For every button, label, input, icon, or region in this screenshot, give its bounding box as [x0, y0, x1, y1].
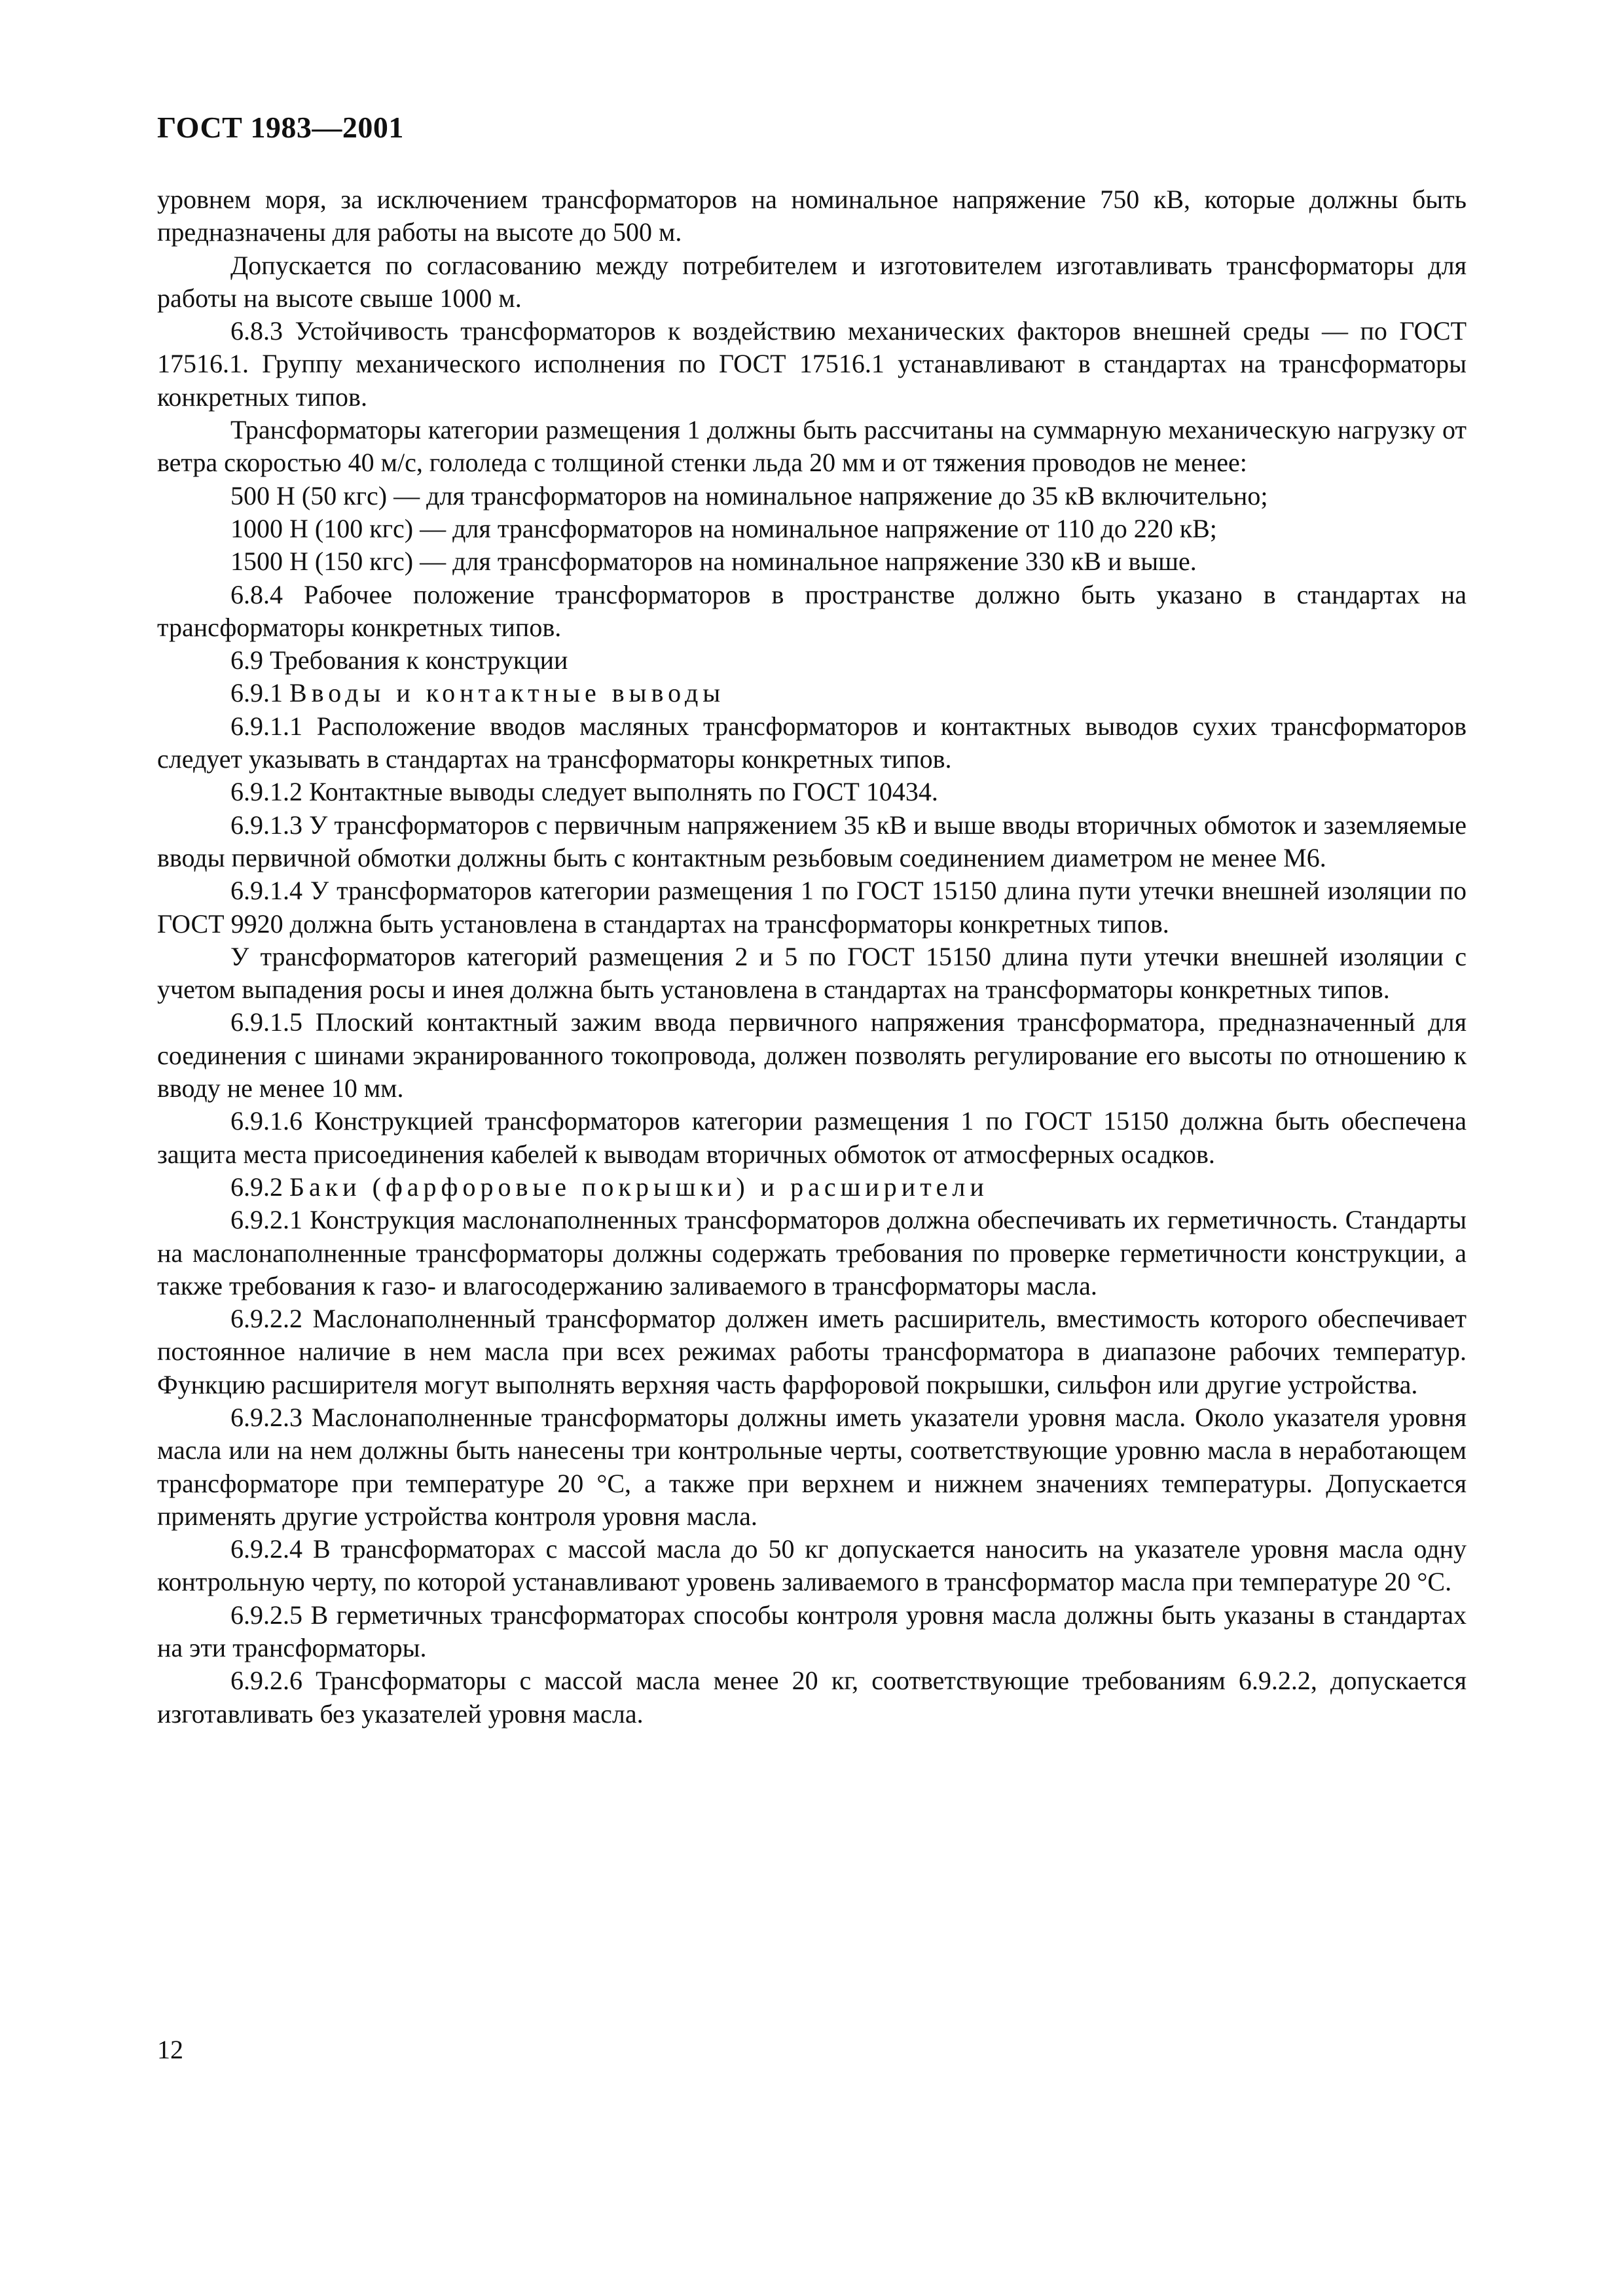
paragraph-6-9-1-3	[157, 809, 1467, 875]
paragraph-text: Трансформаторы с массой масла менее 20 кг, соответствующие требованиям 6.9.2.2, допускается изготавливать без указателей уровня масла.	[157, 1666, 1467, 1729]
paragraph-6-9-1-2	[157, 776, 1467, 808]
paragraph-text: Трансформаторы категории размещения 1 должны быть рассчитаны на суммарную механическую нагрузку от ветра скоростью 40 м/с, гололеда с толщиной стенки льда 20 мм и от тяжения проводов не менее:	[157, 415, 1467, 478]
page-number: 12	[157, 2035, 183, 2064]
paragraph-text: У трансформаторов категорий размещения 2 и 5 по ГОСТ 15150 длина пути утечки внешней изоляции с учетом выпадения росы и инея должна быть установлена в стандартах на трансформаторы конкретных типов.	[157, 941, 1467, 1005]
clause-number: 6.9.2.1	[230, 1205, 302, 1235]
paragraph-text: Рабочее положение трансформаторов в пространстве должно быть указано в стандартах на трансформаторы конкретных типов.	[157, 579, 1467, 642]
document-header: ГОСТ 1983—2001	[157, 111, 404, 144]
list-item-1500n	[157, 545, 1467, 578]
paragraph-text: Требования к конструкции	[270, 645, 568, 675]
clause-number: 6.9.2	[230, 1172, 283, 1202]
paragraph-text: Допускается по согласованию между потребителем и изготовителем изготавливать трансформаторы для работы на высоте свыше 1000 м.	[157, 250, 1467, 313]
paragraph-6-9-2-5	[157, 1599, 1467, 1665]
paragraph-6-9-2-2	[157, 1302, 1467, 1401]
clause-number: 6.9.2.3	[230, 1402, 302, 1432]
paragraph-text: 500 Н (50 кгс) — для трансформаторов на номинальное напряжение до 35 кВ включительно;	[230, 480, 1268, 511]
paragraph-6-9-1-6	[157, 1105, 1467, 1171]
section-heading-6-9	[157, 644, 1467, 677]
paragraph-6-9-2-3	[157, 1401, 1467, 1533]
paragraph-6-8-3	[157, 315, 1467, 414]
paragraph-text: Маслонаполненные трансформаторы должны иметь указатели уровня масла. Около указателя уровня масла или на нем должны быть нанесены три контрольные черты, соответствующие уровню масла в неработающем трансформаторе при температуре 20 °С, а также при верхнем и нижнем значениях температуры. Допускается применять другие устройства контроля уровня масла.	[157, 1402, 1467, 1531]
paragraph-text: Конструкция маслонаполненных трансформаторов должна обеспечивать их герметичность. Стандарты на маслонаполненные трансформаторы должны содержать требования по проверке герметичности конструкции, а также требования к газо- и влагосодержанию заливаемого в трансформаторы масла.	[157, 1205, 1467, 1300]
clause-number: 6.9	[230, 645, 263, 675]
section-heading-6-9-2	[157, 1171, 1467, 1204]
clause-number: 6.9.1.3	[230, 810, 302, 840]
paragraph-1	[157, 249, 1467, 315]
clause-number: 6.9.1.6	[230, 1106, 302, 1136]
list-item-1000n	[157, 512, 1467, 545]
clause-number: 6.9.1.2	[230, 777, 302, 807]
paragraph-text: уровнем моря, за исключением трансформаторов на номинальное напряжение 750 кВ, которые должны быть предназначены для работы на высоте до 500 м.	[157, 185, 1467, 247]
paragraph-3	[157, 414, 1467, 480]
clause-number: 6.9.2.5	[230, 1600, 302, 1630]
paragraph-text: Устойчивость трансформаторов к воздействию механических факторов внешней среды — по ГОСТ 17516.1. Группу механического исполнения по ГОСТ 17516.1 устанавливают в стандартах на трансформаторы конкретных типов.	[157, 316, 1467, 412]
paragraph-6-8-4	[157, 579, 1467, 645]
spaced-heading: Баки (фарфоровые покрышки) и расширители	[289, 1172, 989, 1202]
clause-number: 6.9.2.2	[230, 1304, 302, 1334]
clause-number: 6.9.1	[230, 678, 283, 708]
clause-number: 6.9.2.6	[230, 1666, 302, 1696]
section-heading-6-9-1	[157, 677, 1467, 709]
paragraph-6-9-1-5	[157, 1006, 1467, 1105]
list-item-500n	[157, 480, 1467, 512]
paragraph-6-9-2-6	[157, 1664, 1467, 1731]
paragraph-6-9-1-1	[157, 710, 1467, 776]
paragraph-text: Маслонаполненный трансформатор должен иметь расширитель, вместимость которого обеспечивает постоянное наличие в нем масла при всех режимах работы трансформатора в диапазоне рабочих температур. Функцию расширителя могут выполнять верхняя часть фарфоровой покрышки, сильфон или другие устройства.	[157, 1304, 1467, 1399]
paragraph-text: 1000 Н (100 кгс) — для трансформаторов на номинальное напряжение от 110 до 220 кВ;	[230, 513, 1217, 543]
clause-number: 6.9.1.4	[230, 876, 302, 906]
spaced-heading: Вводы и контактные выводы	[289, 678, 725, 708]
paragraph-14	[157, 941, 1467, 1007]
clause-number: 6.9.2.4	[230, 1534, 302, 1564]
clause-number: 6.9.1.1	[230, 711, 302, 741]
paragraph-text: В трансформаторах с массой масла до 50 кг допускается наносить на указателе уровня масла одну контрольную черту, по которой устанавливают уровень заливаемого в трансформатор масла при температуре 20 °С.	[157, 1534, 1467, 1597]
paragraph-text: Плоский контактный зажим ввода первичного напряжения трансформатора, предназначенный для соединения с шинами экранированного токопровода, должен позволять регулирование его высоты по отношению к вводу не менее 10 мм.	[157, 1007, 1467, 1103]
paragraph-text: В герметичных трансформаторах способы контроля уровня масла должны быть указаны в стандартах на эти трансформаторы.	[157, 1600, 1467, 1663]
paragraph-6-9-1-4	[157, 874, 1467, 941]
paragraph-6-9-2-4	[157, 1533, 1467, 1599]
paragraph-6-9-2-1	[157, 1204, 1467, 1302]
paragraph-0	[157, 183, 1467, 249]
paragraph-text: 1500 Н (150 кгс) — для трансформаторов на номинальное напряжение 330 кВ и выше.	[230, 547, 1197, 577]
clause-number: 6.9.1.5	[230, 1007, 302, 1037]
document-body	[157, 183, 1467, 1731]
paragraph-text: Расположение вводов масляных трансформаторов и контактных выводов сухих трансформаторов следует указывать в стандартах на трансформаторы конкретных типов.	[157, 711, 1467, 774]
paragraph-text: Конструкцией трансформаторов категории размещения 1 по ГОСТ 15150 должна быть обеспечена защита места присоединения кабелей к выводам вторичных обмоток от атмосферных осадков.	[157, 1106, 1467, 1169]
clause-number: 6.8.4	[230, 579, 283, 609]
paragraph-text: У трансформаторов с первичным напряжением 35 кВ и выше вводы вторичных обмоток и заземляемые вводы первичной обмотки должны быть с контактным резьбовым соединением диаметром не менее М6.	[157, 810, 1467, 872]
paragraph-text: У трансформаторов категории размещения 1 по ГОСТ 15150 длина пути утечки внешней изоляции по ГОСТ 9920 должна быть установлена в стандартах на трансформаторы конкретных типов.	[157, 876, 1467, 939]
paragraph-text: Контактные выводы следует выполнять по ГОСТ 10434.	[309, 777, 938, 807]
clause-number: 6.8.3	[230, 316, 283, 346]
